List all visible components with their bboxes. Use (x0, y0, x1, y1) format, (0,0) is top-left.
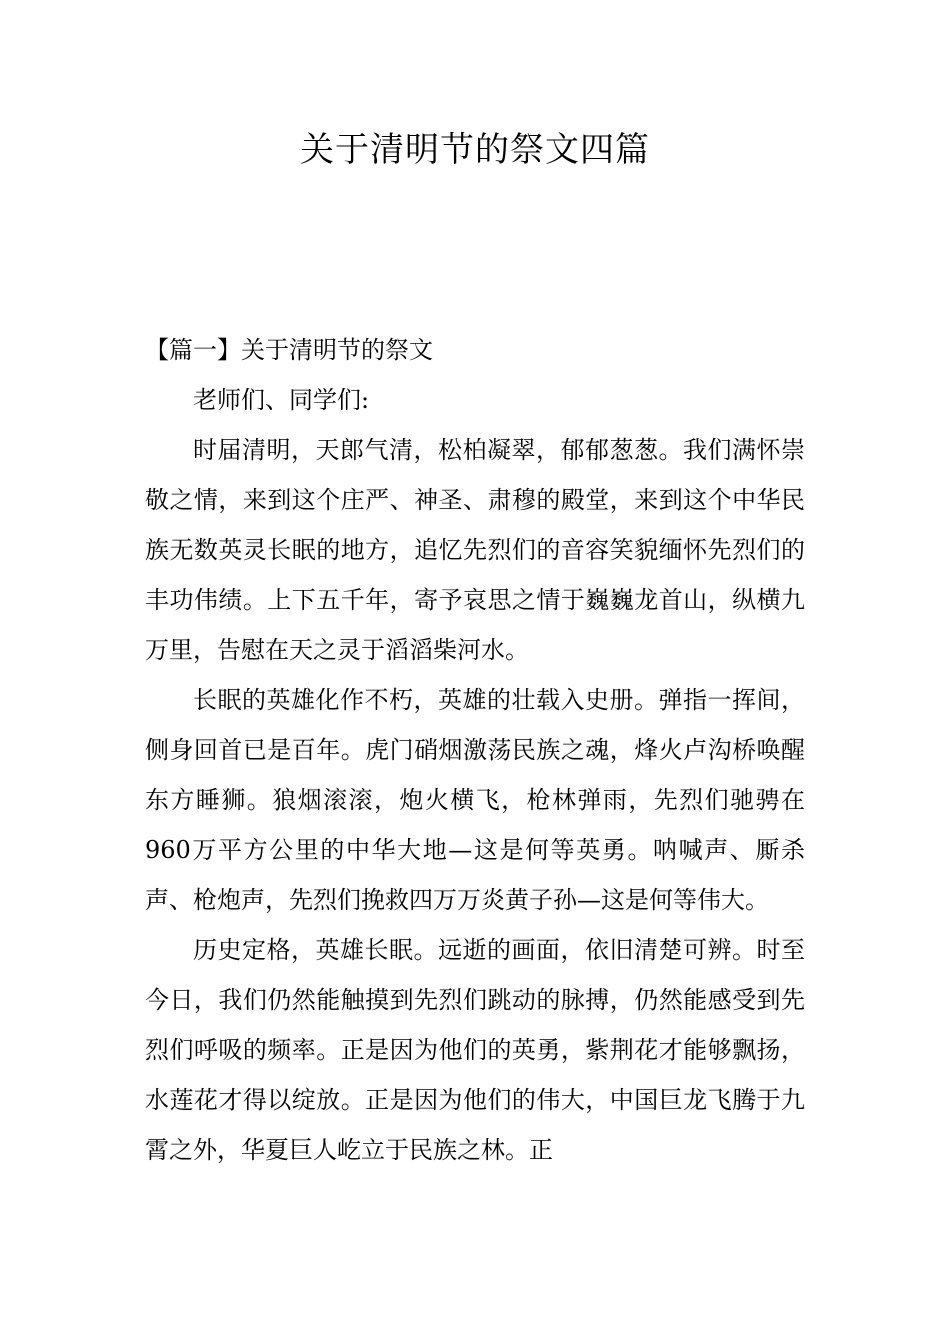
document-body (145, 325, 805, 1175)
paragraph-1: 时届清明，天郎气清，松柏凝翠，郁郁葱葱。我们满怀崇敬之情，来到这个庄严、神圣、肃穆的殿堂，来到这个中华民族无数英灵长眠的地方，追忆先烈们的音容笑貌缅怀先烈们的丰功伟绩。上下五千年，寄予哀思之情于巍巍龙首山，纵横九万里，告慰在天之灵于滔滔柴河水。 (145, 436, 805, 664)
paragraph-salutation: 老师们、同学们: (193, 386, 370, 414)
document-title: 关于清明节的祭文四篇 (300, 130, 650, 170)
paragraph-3: 历史定格，英雄长眠。远逝的画面，依旧清楚可辨。时至今日，我们仍然能触摸到先烈们跳动的脉搏，仍然能感受到先烈们呼吸的频率。正是因为他们的英勇，紫荆花才能够飘扬，水莲花才得以绽放。正是因为他们的伟大，中国巨龙飞腾于九霄之外，华夏巨人屹立于民族之林。正 (145, 936, 805, 1164)
paragraph-2: 长眠的英雄化作不朽，英雄的壮载入史册。弹指一挥间，侧身回首已是百年。虎门硝烟激荡民族之魂，烽火卢沟桥唤醒东方睡狮。狼烟滚滚，炮火横飞，枪林弹雨，先烈们驰骋在960万平方公里的中华大地—这是何等英勇。呐喊声、厮杀声、枪炮声，先烈们挽救四万万炎黄子孙—这是何等伟大。 (145, 686, 805, 914)
section-heading: 【篇一】关于清明节的祭文 (145, 336, 433, 364)
